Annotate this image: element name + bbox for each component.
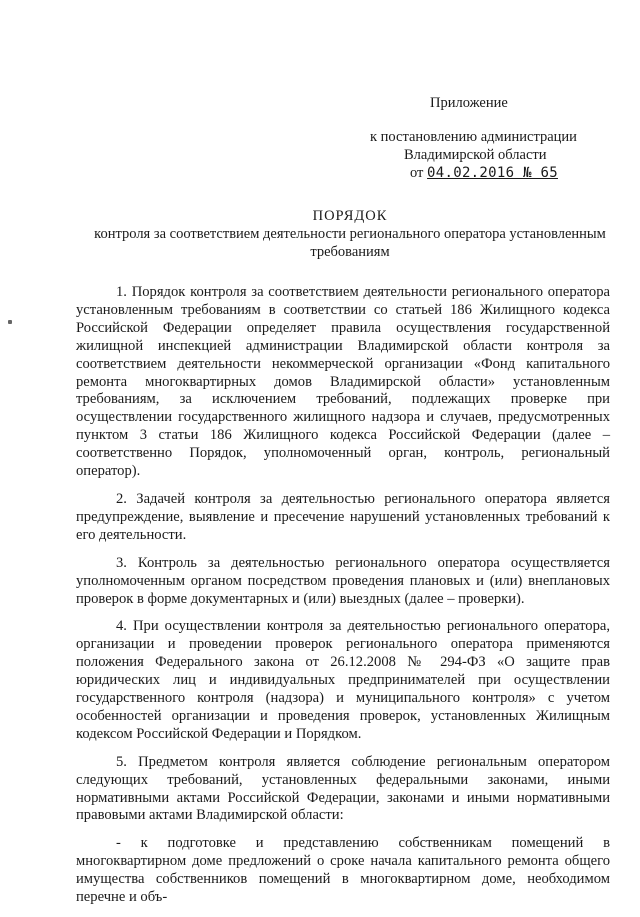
appendix-date-line: [370, 164, 610, 182]
scan-mark: [8, 320, 12, 324]
document-title: ПОРЯДОК: [312, 208, 388, 224]
appendix-resolution-line: к постановлению администрации: [370, 129, 577, 145]
paragraph-5: 5. Предметом контроля является соблюдение региональным оператором следующих требований, установленных федеральными законами, иными нормативными актами Российской Федерации, законами и иными нормативными правовыми актами Владимирской области:: [76, 753, 610, 824]
paragraph-3: 3. Контроль за деятельностью регионального оператора осуществляется уполномоченным органом посредством проведения плановых и (или) внеплановых проверок в форме документарных и (или) выездных (далее – проверки).: [76, 554, 610, 607]
document-subtitle: контроля за соответствием деятельности регионального оператора установленным требованиям: [94, 226, 606, 260]
paragraph-4: 4. При осуществлении контроля за деятельностью регионального оператора, организации и проведении проверок регионального оператора применяются положения Федерального закона от 26.12.2008 № 294-ФЗ «О защите прав юридических лиц и индивидуальных предпринимателей при осуществлении государственного контроля (надзора) и муниципального контроля» с учетом особенностей организации и проведения проверок, установленных Жилищным кодексом Российской Федерации и Порядком.: [76, 618, 610, 742]
paragraph-2: 2. Задачей контроля за деятельностью регионального оператора является предупреждение, выявление и пресечение нарушений установленных требований к его деятельности.: [76, 490, 610, 543]
appendix-block: [370, 94, 610, 182]
appendix-date-prefix: от: [410, 165, 424, 181]
document-body: [76, 284, 610, 917]
appendix-title: Приложение: [430, 95, 508, 111]
paragraph-1: 1. Порядок контроля за соответствием деятельности регионального оператора установленным требованиям в соответствии со статьей 186 Жилищного кодекса Российской Федерации определяет правила осуществления государственной жилищной инспекцией администрации Владимирской области контроля за соответствием деятельности некоммерческой организации «Фонд капитального ремонта многоквартирных домов Владимирской области» установленным требованиям, за исключением требований, подлежащих проверке при осуществлении государственного жилищного надзора и случаев, предусмотренных пунктом 3 статьи 186 Жилищного кодекса Российской Федерации (далее – соответственно Порядок, уполномоченный орган, контроль, региональный оператор).: [76, 284, 610, 480]
appendix-date-number: 04.02.2016 № 65: [427, 165, 558, 181]
paragraph-6: - к подготовке и представлению собственникам помещений в многоквартирном доме предложений о сроке начала капитального ремонта общего имущества собственников помещений в многоквартирном доме, необходимом перечне и объ-: [76, 835, 610, 906]
document-heading: [90, 207, 610, 261]
appendix-region-line: Владимирской области: [404, 147, 547, 163]
